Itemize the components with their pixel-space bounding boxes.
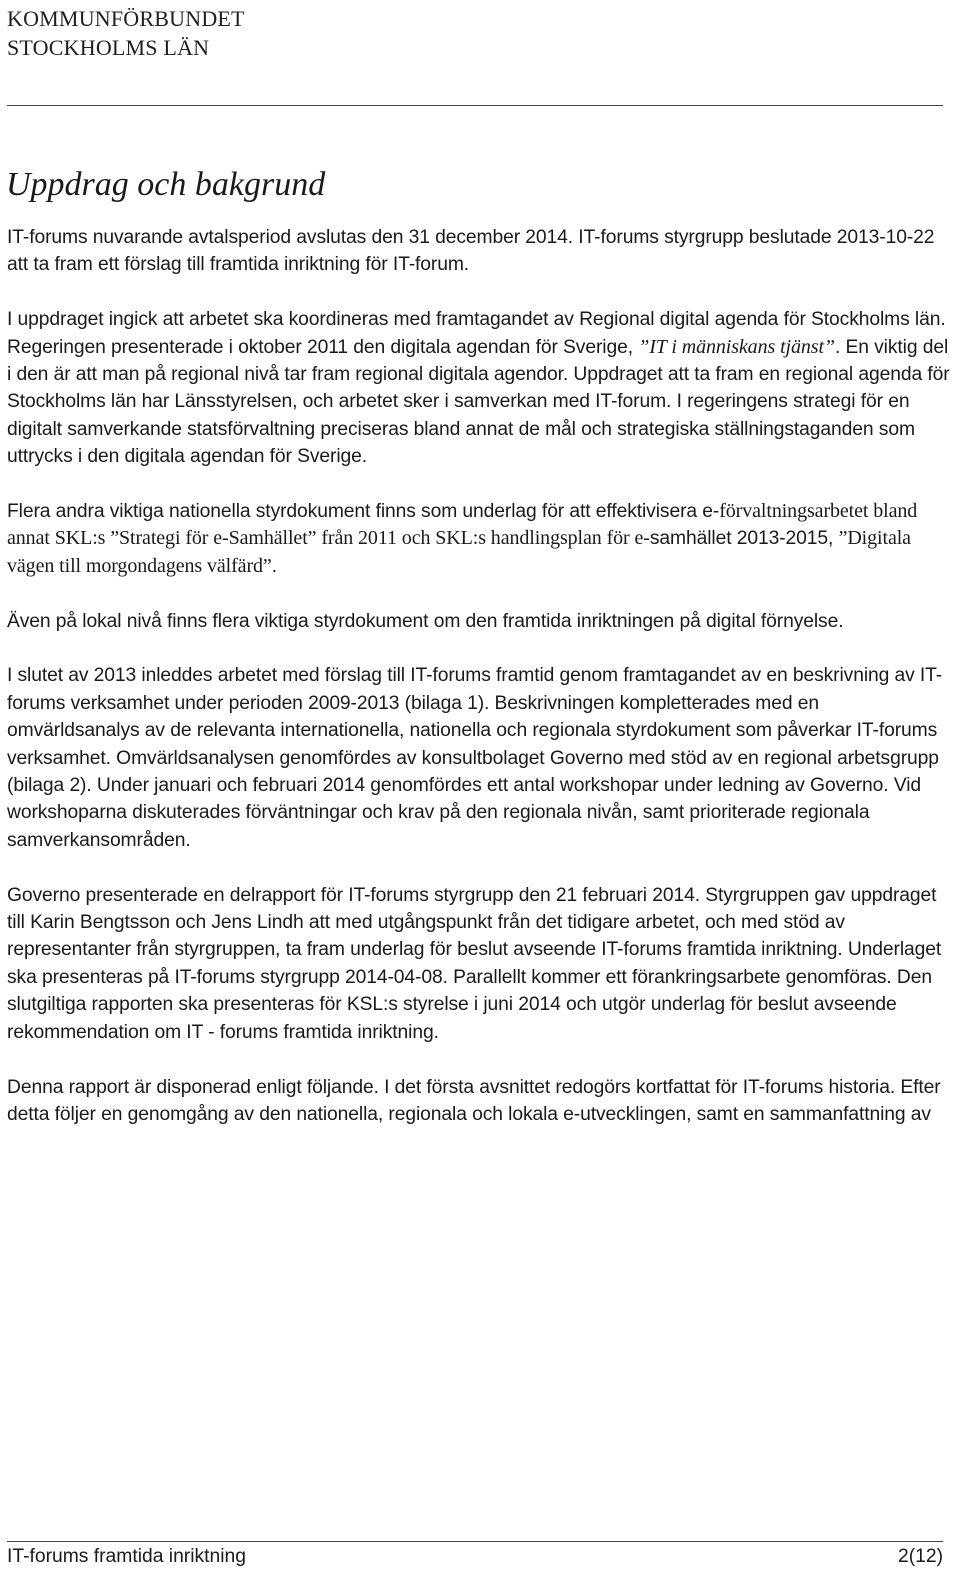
paragraph-3-text-e: . [271,555,277,577]
quoted-title-digitala-vagen: ”Digitala vägen till morgondagens välfärd” [7,527,911,577]
paragraph-1: IT-forums nuvarande avtalsperiod avslutas den 31 december 2014. IT-forums styrgrupp beslutade 2013-10-22 att ta fram ett förslag till framtida inriktning för IT-forum. [7,227,935,276]
paragraph-4: Även på lokal nivå finns flera viktiga styrdokument om den framtida inriktningen på digital förnyelse. [7,610,844,632]
paragraph-7: Denna rapport är disponerad enligt följande. I det första avsnittet redogörs kortfattat för IT-forums historia. Efter detta följer en genomgång av den nationella, regionala och lokala e-utvecklingen, samt en sammanfattning av [7,1076,941,1125]
section-title: Uppdrag och bakgrund [6,166,326,203]
paragraph-5: I slutet av 2013 inleddes arbetet med förslag till IT-forums framtid genom framtagandet av en beskrivning av IT-forums verksamhet under perioden 2009-2013 (bilaga 1). Beskrivningen kompletterades med en omvärldsanalys av de relevanta internationella, nationella och regionala styrdokument som påverkar IT-forums verksamhet. Omvärldsanalysen genomfördes av konsultbolaget Governo med stöd av en regional arbetsgrupp (bilaga 2). Under januari och februari 2014 genomfördes ett antal workshopar under ledning av Governo. Vid workshoparna diskuterades förväntningar och krav på den regionala nivån, samt prioriterade regionala samverkansområden. [7,665,943,851]
paragraph-2-text-c: . En viktig del i den är att man på regional nivå tar fram regional digitala agendor. Uppdraget att ta fram en regional agenda för Stockholms län har Länsstyrelsen, och arbetet sker i samverkan med IT-forum. I regeringens strategi för en digitalt samverkande statsförvaltning preciseras bland annat de mål och strategiska ställningstaganden som uttrycks i den digitala agendan för Sverige. [7,336,950,468]
organization-name-line-2: STOCKHOLMS LÄN [7,35,210,60]
body-text [7,224,952,1156]
header-divider [7,105,943,106]
footer-divider [7,1541,943,1542]
paragraph-3-text-c: samhället 2013-2015, [649,528,839,550]
quoted-title-it-i-manniskans-tjanst: ”IT i människans tjänst” [638,335,835,358]
paragraph-3-text-a: Flera andra viktiga nationella styrdokument finns som underlag för att effektivisera e- [7,501,720,523]
paragraph-6: Governo presenterade en delrapport för IT-forums styrgrupp den 21 februari 2014. Styrgruppen gav uppdraget till Karin Bengtsson och Jens Lindh att med utgångspunkt från det tidigare arbetet, och med stöd av representanter från styrgruppen, ta fram underlag för beslut avseende IT-forums framtida inriktning. Underlaget ska presenteras på IT-forums styrgrupp 2014-04-08. Parallellt kommer ett förankringsarbete genomföras. Den slutgiltiga rapporten ska presenteras för KSL:s styrelse i juni 2014 och utgör underlag för beslut avseende rekommendation om IT - forums framtida inriktning. [7,884,942,1043]
page-number: 2(12) [897,1546,943,1567]
footer-document-title: IT-forums framtida inriktning [7,1546,246,1567]
paragraph-3-text-b: förvaltningsarbetet bland annat SKL:s ”Strategi för e-Samhället” från 2011 och SKL:s handlingsplan för e- [7,500,918,550]
paragraph-2-text-a: I uppdraget ingick att arbetet ska koordineras med framtagandet av Regional digital agenda för Stockholms län. Regeringen presenterade i oktober 2011 den digitala agendan för Sverige, [7,309,946,358]
organization-name-line-1: KOMMUNFÖRBUNDET [7,6,245,31]
paragraph-2 [7,306,952,470]
paragraph-3 [7,498,952,580]
organization-name [7,4,245,62]
